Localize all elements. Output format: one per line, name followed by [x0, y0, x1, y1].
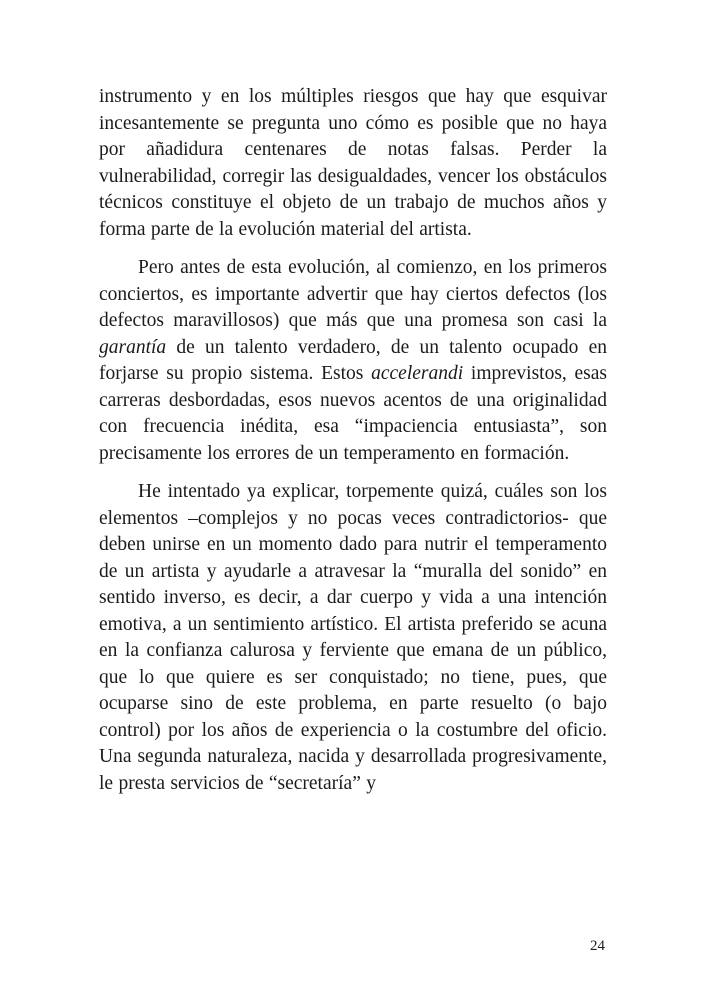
page-number: 24: [590, 938, 605, 954]
text-segment: de un talento verdadero, de un talento ocupado en forjarse su propio sistema. Estos: [99, 336, 607, 384]
text-block: [99, 84, 607, 809]
text-segment: imprevistos, esas carreras desbordadas, esos nuevos acentos de una originalidad con frecuencia inédita, esa “impaciencia entusiasta”, son precisamente los errores de un temperamento en formación.: [99, 363, 608, 464]
text-segment: instrumento y en los múltiples riesgos que hay que esquivar incesantemente se pregunta uno cómo es posible que no haya por añadidura centenares de notas falsas. Perder la vulnerabilidad, corregir las desigualdades, vencer los obstáculos técnicos constituye el objeto de un trabajo de muchos años y forma parte de la evolución material del artista.: [99, 86, 607, 240]
paragraph-2: [99, 255, 607, 467]
text-segment-italic: garantía: [99, 336, 167, 358]
paragraph-3: [99, 479, 607, 797]
paragraph-1: [99, 84, 607, 243]
text-segment: He intentado ya explicar, torpemente quizá, cuáles son los elementos –complejos y no pocas veces contradictorios- que deben unirse en un momento dado para nutrir el temperamento de un artista y ayudarle a atravesar la “muralla del sonido” en sentido inverso, es decir, a dar cuerpo y vida a una intención emotiva, a un sentimiento artístico. El artista preferido se acuna en la confianza calurosa y ferviente que emana de un público, que lo que quiere es ser conquistado; no tiene, pues, que ocuparse sino de este problema, en parte resuelto (o bajo control) por los años de experiencia o la costumbre del oficio. Una segunda naturaleza, nacida y desarrollada progresivamente, le presta servicios de “secretaría” y: [99, 481, 607, 794]
text-segment-italic: accelerandi: [371, 363, 464, 384]
text-segment: Pero antes de esta evolución, al comienzo, en los primeros conciertos, es importante advertir que hay ciertos defectos (los defectos maravillosos) que más que una promesa son casi la: [99, 257, 607, 331]
